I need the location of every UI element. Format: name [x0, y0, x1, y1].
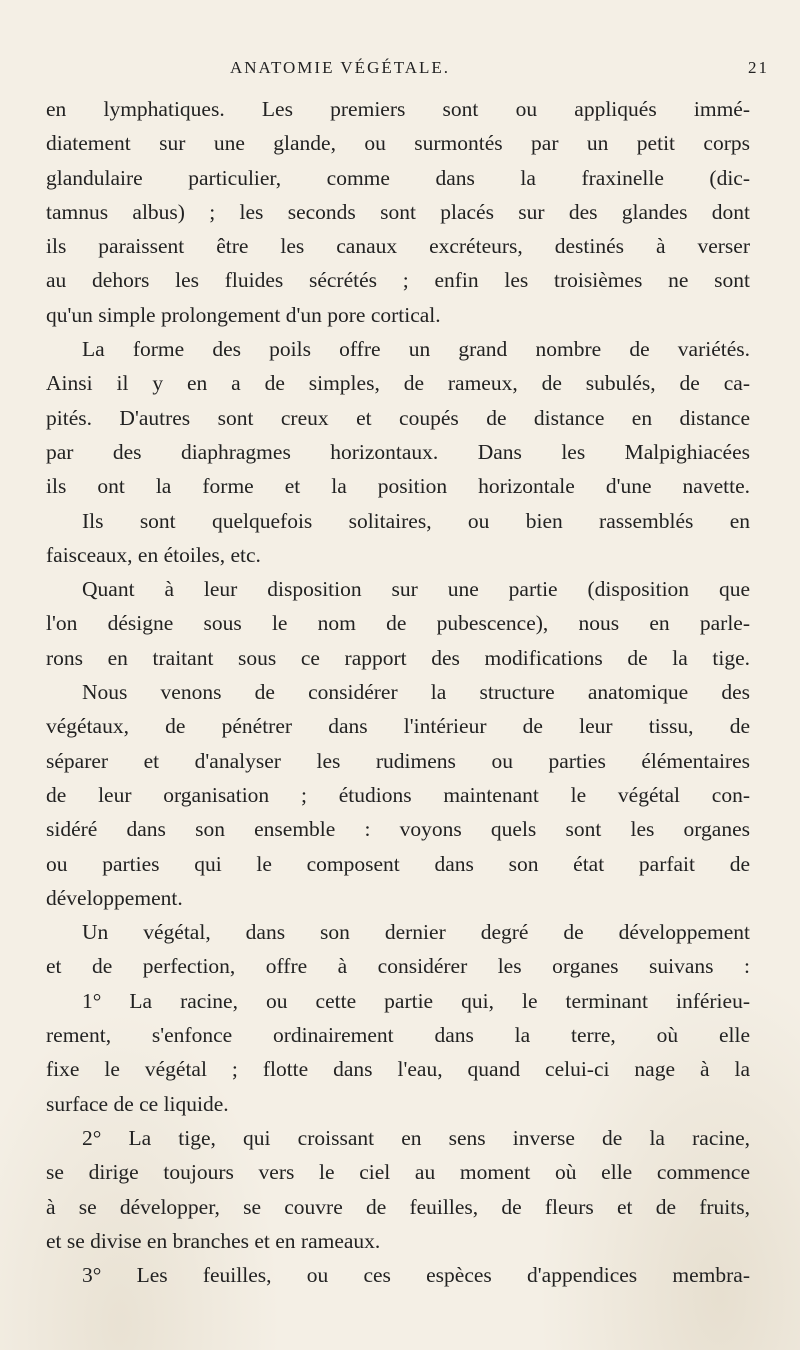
text-line: à se développer, se couvre de feuilles, de fleurs et de fruits,	[46, 1194, 750, 1219]
text-line: et de perfection, offre à considérer les organes suivans :	[46, 954, 750, 979]
text-line: ils paraissent être les canaux excréteurs, destinés à verser	[46, 234, 750, 259]
text-line: rement, s'enfonce ordinairement dans la terre, où elle	[46, 1023, 750, 1048]
text-line: Nous venons de considérer la structure anatomique des	[82, 680, 750, 705]
text-line: faisceaux, en étoiles, etc.	[46, 542, 261, 567]
text-line: rons en traitant sous ce rapport des modifications de la tige.	[46, 645, 750, 670]
text-line: séparer et d'analyser les rudimens ou parties élémentaires	[46, 748, 750, 773]
text-line: Ainsi il y en a de simples, de rameux, de subulés, de ca-	[46, 371, 750, 396]
body-text	[46, 92, 750, 1292]
text-line: Quant à leur disposition sur une partie (disposition que	[82, 577, 750, 602]
running-title: ANATOMIE VÉGÉTALE.	[230, 58, 451, 77]
text-line: pités. D'autres sont creux et coupés de distance en distance	[46, 405, 750, 430]
text-line: ils ont la forme et la position horizontale d'une navette.	[46, 474, 750, 499]
text-line: de leur organisation ; étudions maintenant le végétal con-	[46, 782, 750, 807]
text-line: qu'un simple prolongement d'un pore cortical.	[46, 302, 441, 327]
text-line: fixe le végétal ; flotte dans l'eau, quand celui-ci nage à la	[46, 1057, 750, 1082]
text-line: surface de ce liquide.	[46, 1091, 229, 1116]
text-line: se dirige toujours vers le ciel au moment où elle commence	[46, 1160, 750, 1185]
text-line: végétaux, de pénétrer dans l'intérieur de leur tissu, de	[46, 714, 750, 739]
text-line: Un végétal, dans son dernier degré de développement	[82, 920, 750, 945]
text-line: tamnus albus) ; les seconds sont placés sur des glandes dont	[46, 199, 750, 224]
text-line: La forme des poils offre un grand nombre de variétés.	[82, 337, 750, 362]
text-line: 3° Les feuilles, ou ces espèces d'appendices membra-	[82, 1263, 750, 1288]
text-line: glandulaire particulier, comme dans la fraxinelle (dic-	[46, 165, 750, 190]
text-line: au dehors les fluides sécrétés ; enfin les troisièmes ne sont	[46, 268, 750, 293]
text-line: sidéré dans son ensemble : voyons quels sont les organes	[46, 817, 750, 842]
text-line: en lymphatiques. Les premiers sont ou appliqués immé-	[46, 97, 750, 121]
text-line: par des diaphragmes horizontaux. Dans les Malpighiacées	[46, 439, 750, 464]
text-line: 1° La racine, ou cette partie qui, le terminant inférieu-	[82, 988, 750, 1013]
text-line: 2° La tige, qui croissant en sens inverse de la racine,	[82, 1125, 750, 1150]
text-line: Ils sont quelquefois solitaires, ou bien rassemblés en	[82, 508, 750, 533]
page-number: 21	[748, 58, 769, 77]
text-line: l'on désigne sous le nom de pubescence), nous en parle-	[46, 611, 750, 636]
text-line: développement.	[46, 885, 183, 910]
text-line: ou parties qui le composent dans son état parfait de	[46, 851, 750, 876]
running-head	[0, 58, 800, 82]
text-line: et se divise en branches et en rameaux.	[46, 1228, 381, 1253]
text-line: diatement sur une glande, ou surmontés par un petit corps	[46, 131, 750, 156]
